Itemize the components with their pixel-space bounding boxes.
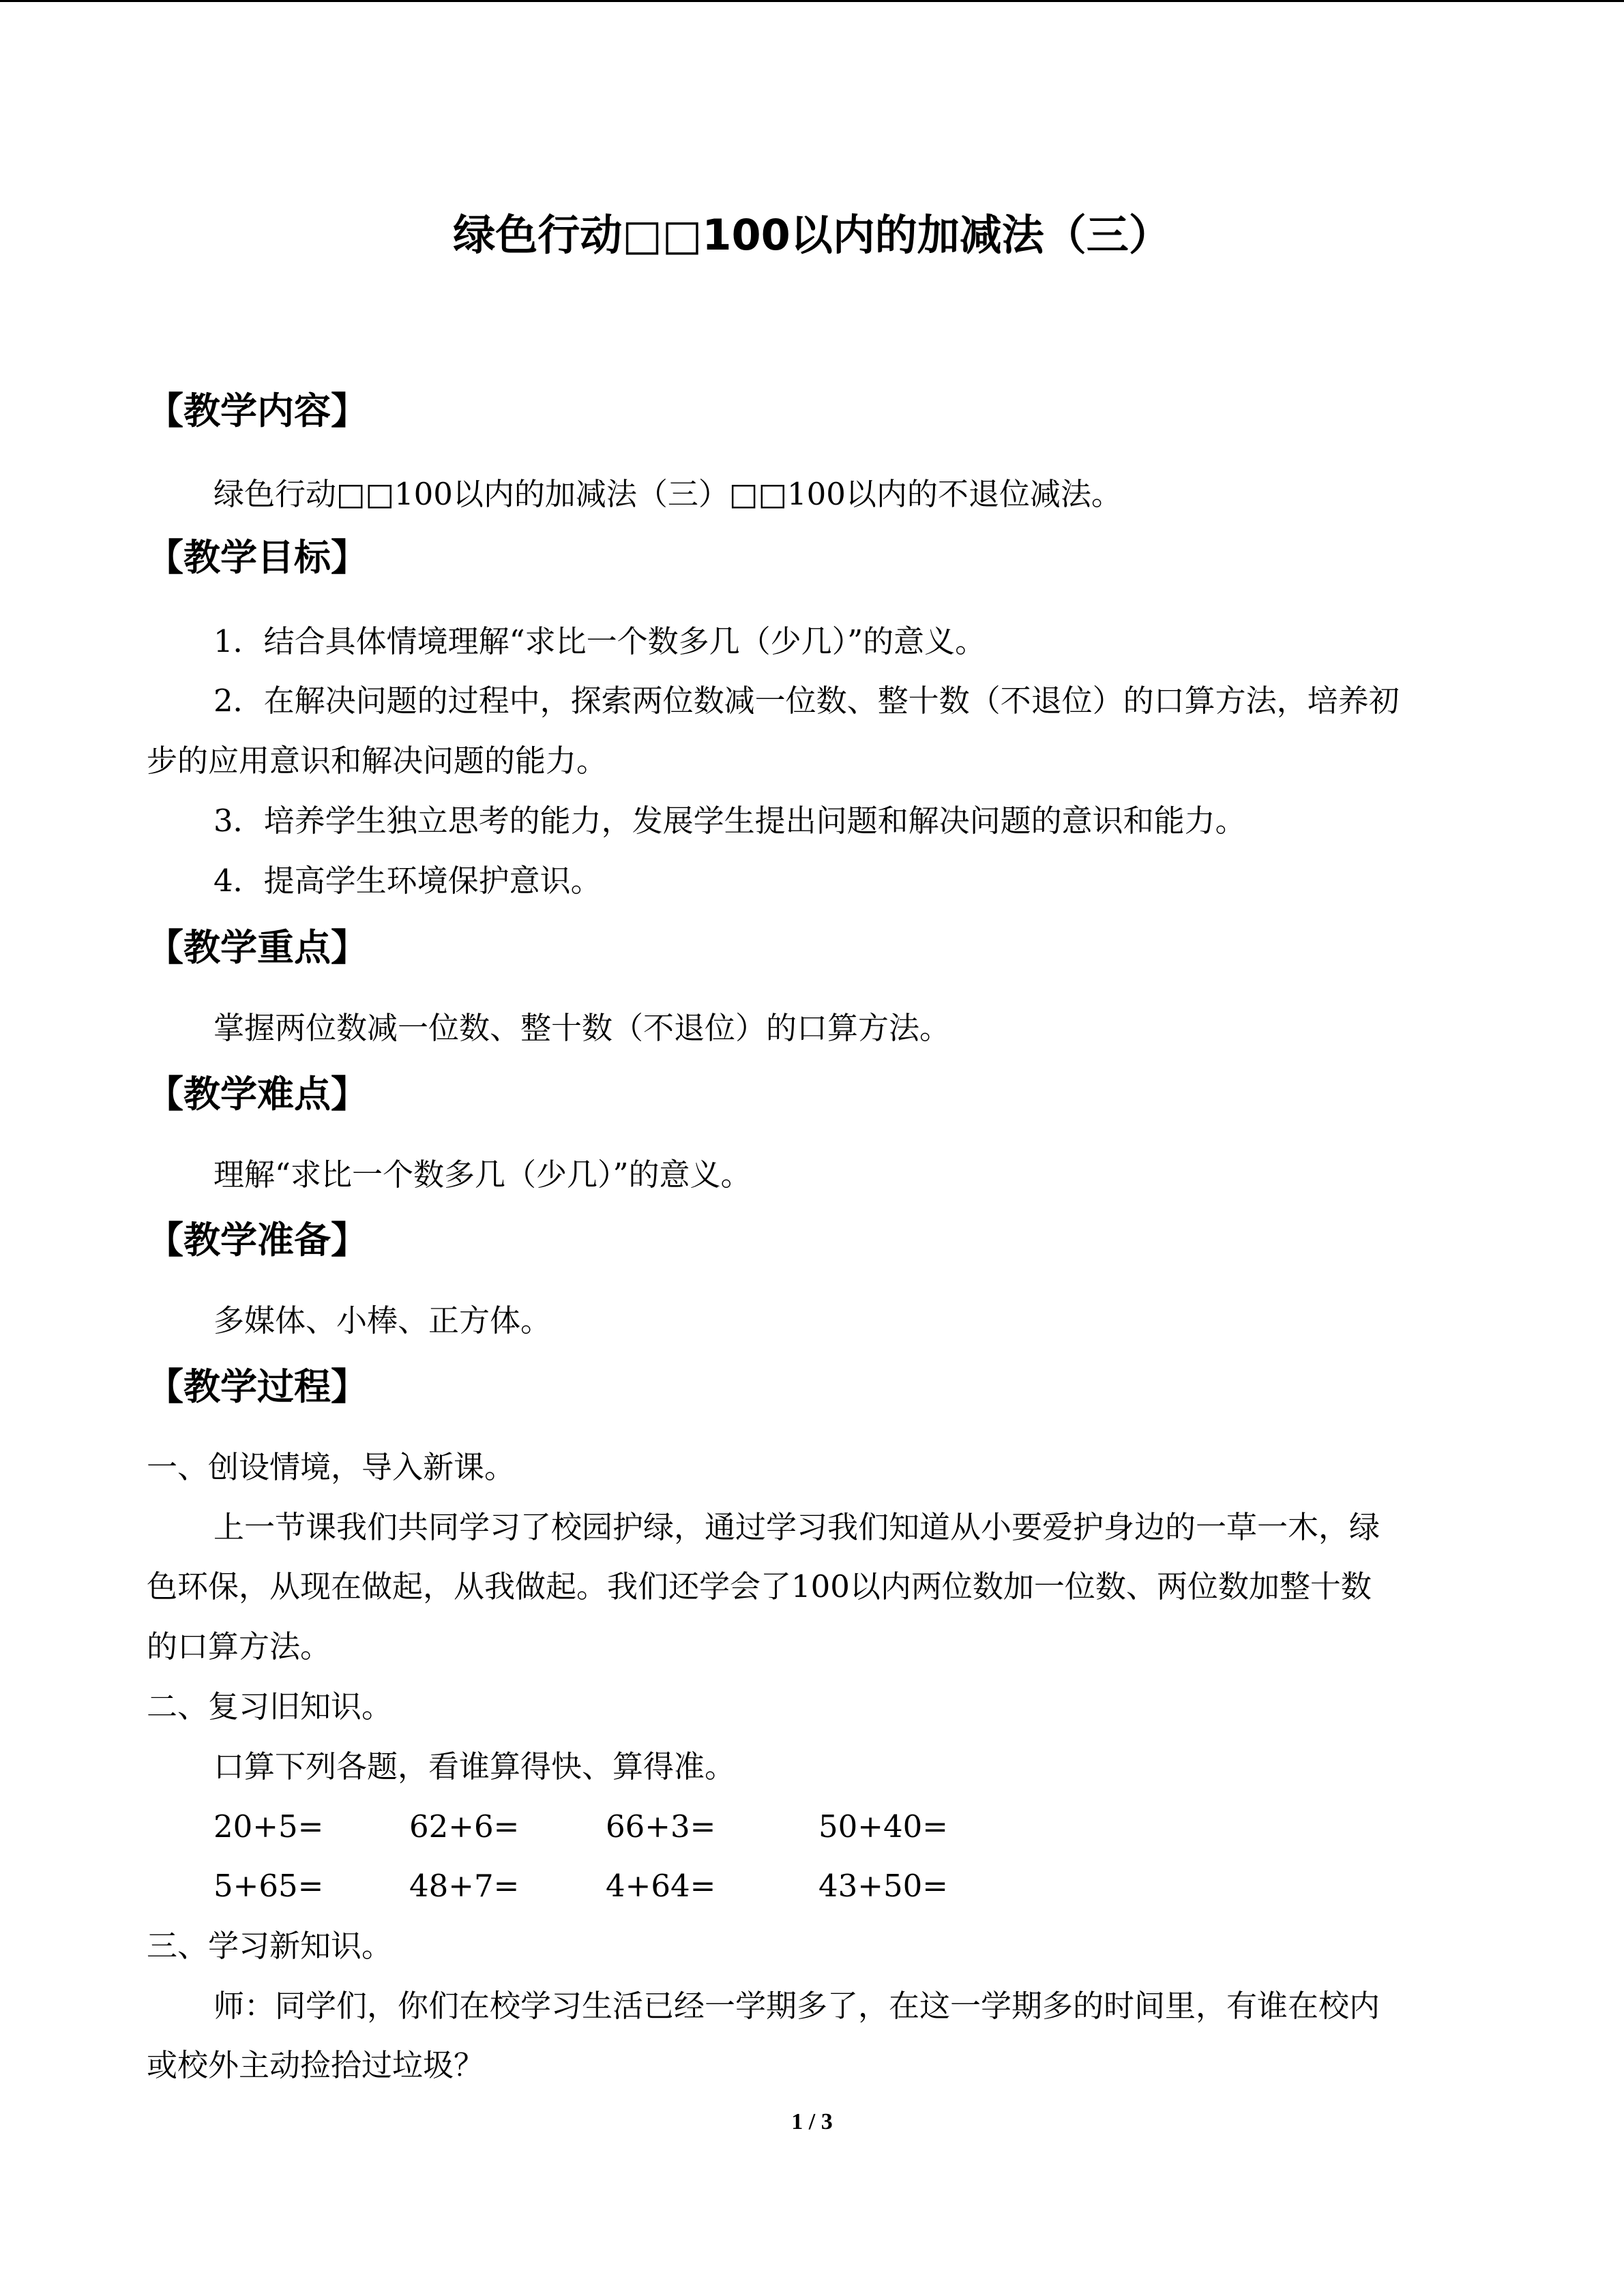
- heading-teaching-goals: 【教学目标】: [147, 536, 368, 579]
- teaching-content-text: 绿色行动□□100以内的加减法（三）□□100以内的不退位减法。: [213, 476, 1122, 512]
- heading-teaching-content: 【教学内容】: [147, 389, 368, 432]
- key-points-text: 掌握两位数减一位数、整十数（不退位）的口算方法。: [213, 1010, 951, 1046]
- exercise-item: 66+3=: [606, 1808, 716, 1845]
- process-paragraph-line: 师：同学们，你们在校学习生活已经一学期多了，在这一学期多的时间里，有谁在校内: [213, 1988, 1381, 2024]
- heading-difficulties: 【教学难点】: [147, 1073, 368, 1116]
- exercise-item: 43+50=: [818, 1868, 948, 1904]
- goal-item: 2．在解决问题的过程中，探索两位数减一位数、整十数（不退位）的口算方法，培养初: [213, 683, 1400, 719]
- exercise-item: 48+7=: [409, 1868, 520, 1904]
- document-title: 绿色行动□□100以内的加减法（三）: [453, 210, 1171, 260]
- process-paragraph-line: 上一节课我们共同学习了校园护绿，通过学习我们知道从小要爱护身边的一草一木，绿: [213, 1509, 1381, 1545]
- process-paragraph-line: 色环保，从现在做起，从我做起。我们还学会了100以内两位数加一位数、两位数加整十数: [147, 1568, 1372, 1605]
- heading-preparation: 【教学准备】: [147, 1219, 368, 1262]
- heading-key-points: 【教学重点】: [147, 926, 368, 969]
- heading-process: 【教学过程】: [147, 1365, 368, 1408]
- exercise-item: 50+40=: [818, 1808, 948, 1845]
- process-step-title: 二、复习旧知识。: [147, 1688, 393, 1725]
- exercise-item: 4+64=: [606, 1868, 716, 1904]
- goal-item: 3．培养学生独立思考的能力，发展学生提出问题和解决问题的意识和能力。: [213, 803, 1246, 839]
- exercise-item: 5+65=: [213, 1868, 324, 1904]
- process-step-title: 三、学习新知识。: [147, 1928, 393, 1964]
- goal-item: 4．提高学生环境保护意识。: [213, 863, 602, 899]
- goal-item-continued: 步的应用意识和解决问题的能力。: [147, 743, 608, 779]
- exercise-item: 20+5=: [213, 1808, 324, 1845]
- exercise-instructions: 口算下列各题，看谁算得快、算得准。: [213, 1748, 736, 1785]
- goal-item: 1．结合具体情境理解“求比一个数多几（少几）”的意义。: [213, 623, 986, 659]
- process-paragraph-line: 或校外主动捡拾过垃圾？: [147, 2047, 485, 2083]
- process-paragraph-line: 的口算方法。: [147, 1628, 331, 1665]
- difficulties-text: 理解“求比一个数多几（少几）”的意义。: [213, 1157, 752, 1193]
- process-step-title: 一、创设情境，导入新课。: [147, 1449, 516, 1485]
- preparation-text: 多媒体、小棒、正方体。: [213, 1302, 552, 1339]
- exercise-item: 62+6=: [409, 1808, 520, 1845]
- page-indicator: 1 / 3: [791, 2109, 833, 2134]
